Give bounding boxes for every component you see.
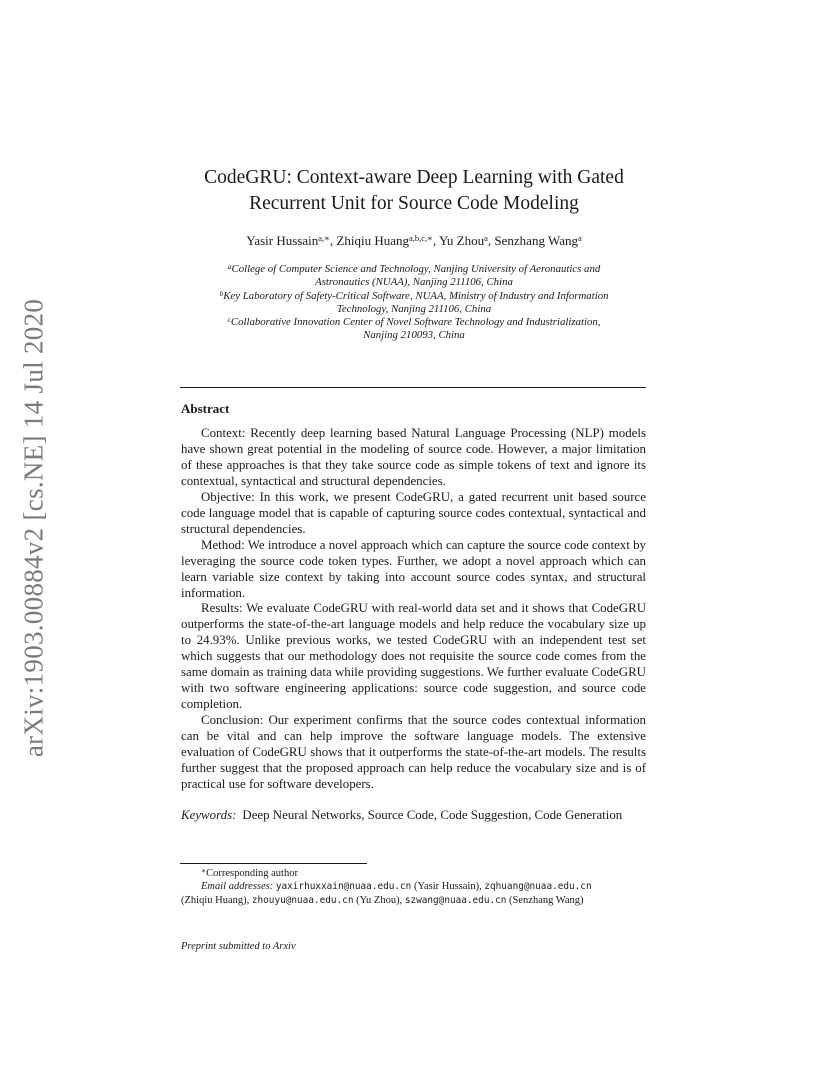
- email-addresses-line: [181, 894, 646, 907]
- author-marks: a,b,c,∗: [409, 233, 433, 243]
- abstract-paragraph: Conclusion: Our experiment confirms that the source codes contextual information can be vital and can help improve the software language models. The extensive evaluation of CodeGRU shows that it outperforms the state-of-the-art models. The results further suggest that the proposed approach can help reduce the vocabulary size and is of practical use for software developers.: [181, 713, 646, 791]
- affiliation-line: Key Laboratory of Safety-Critical Software, NUAA, Ministry of Industry and Information: [223, 289, 609, 302]
- author-name: Senzhang Wang: [494, 233, 578, 248]
- keywords-label: Keywords:: [181, 808, 237, 822]
- affiliation-mark: c: [227, 315, 231, 325]
- author-name: Yasir Hussain: [246, 233, 319, 248]
- abstract-paragraph: Objective: In this work, we present CodeGRU, a gated recurrent unit based source code language model that is capable of capturing source codes contextual, syntactical and structural dependencies.: [181, 489, 646, 536]
- footnotes: [181, 867, 646, 907]
- affiliation-list: [170, 263, 658, 343]
- affiliation-line: Technology, Nanjing 211106, China: [336, 302, 492, 315]
- keywords-text: Deep Neural Networks, Source Code, Code Suggestion, Code Generation: [242, 808, 623, 822]
- email-owner: (Yu Zhou),: [356, 894, 403, 906]
- author-marks: a: [484, 233, 488, 243]
- email-owner: (Zhiqiu Huang),: [181, 894, 250, 906]
- paper-title: [150, 165, 678, 217]
- email-link[interactable]: yaxirhuxxain@nuaa.edu.cn: [275, 881, 412, 893]
- email-owner: (Senzhang Wang): [509, 894, 584, 906]
- author-marks: a,∗: [318, 233, 330, 243]
- email-link[interactable]: zqhuang@nuaa.edu.cn: [484, 881, 592, 893]
- affiliation-line: Collaborative Innovation Center of Novel Software Technology and Industrialization,: [230, 316, 601, 329]
- email-link[interactable]: szwang@nuaa.edu.cn: [404, 894, 507, 906]
- email-addresses-line: [181, 880, 646, 893]
- abstract-heading: Abstract: [181, 401, 230, 416]
- affiliation-mark: b: [219, 288, 224, 298]
- preprint-note: Preprint submitted to Arxiv: [181, 941, 296, 952]
- footnote-divider: [180, 863, 367, 864]
- affiliation-line: College of Computer Science and Technology, Nanjing University of Aeronautics and: [231, 263, 601, 275]
- email-label: Email addresses:: [201, 881, 274, 893]
- arxiv-side-identifier: arXiv:1903.00884v2 [cs.NE] 14 Jul 2020: [18, 298, 49, 758]
- affiliation: [170, 316, 658, 329]
- title-line-1: CodeGRU: Context-aware Deep Learning with Gated: [204, 167, 624, 188]
- corresponding-author-note: [181, 867, 646, 880]
- corresponding-author-label: Corresponding author: [206, 868, 298, 879]
- email-owner: (Yasir Hussain),: [413, 881, 482, 893]
- corresponding-mark: ∗: [201, 866, 207, 875]
- abstract-divider: [180, 387, 646, 388]
- author-list: Yasir Hussain$^{a,∗}$, Zhiqiu Huang$^{a,b,c,∗}$, Yu Zhou$^a$, Senzhang Wang$^a$: [246, 233, 582, 248]
- email-link[interactable]: zhouyu@nuaa.edu.cn: [251, 894, 354, 906]
- title-line-2: Recurrent Unit for Source Code Modeling: [249, 193, 579, 214]
- author-name: Yu Zhou: [438, 233, 485, 248]
- affiliation: [170, 290, 658, 303]
- abstract-paragraph: Results: We evaluate CodeGRU with real-world data set and it shows that CodeGRU outperforms the state-of-the-art language models and help reduce the vocabulary size up to 24.93%. Unlike previous works, we tested CodeGRU with an independent test set which suggests that our methodology does not requisite the source code comes from the same domain as training data while providing suggestions. We further evaluate CodeGRU with two software engineering applications: source code suggestion, and source code completion.: [181, 601, 646, 712]
- author-name: Zhiqiu Huang: [336, 233, 409, 248]
- keywords: [181, 808, 646, 824]
- abstract-paragraph: Context: Recently deep learning based Natural Language Processing (NLP) models have shown great potential in the modeling of source code. However, a major limitation of these approaches is that they take source code as simple tokens of text and ignore its contextual, syntactical and structural dependencies.: [181, 426, 646, 488]
- abstract-paragraph: Method: We introduce a novel approach which can capture the source code context by leveraging the source code token types. Further, we adopt a novel approach which can learn variable size context by taking into account source codes syntax, and structural information.: [181, 537, 646, 600]
- author-marks: a: [577, 233, 582, 243]
- affiliation-line: Astronautics (NUAA), Nanjing 211106, China: [315, 276, 513, 289]
- affiliation: [170, 263, 658, 276]
- abstract-body: [181, 426, 646, 793]
- affiliation-mark: a: [227, 262, 232, 271]
- affiliation-line: Nanjing 210093, China: [363, 329, 465, 342]
